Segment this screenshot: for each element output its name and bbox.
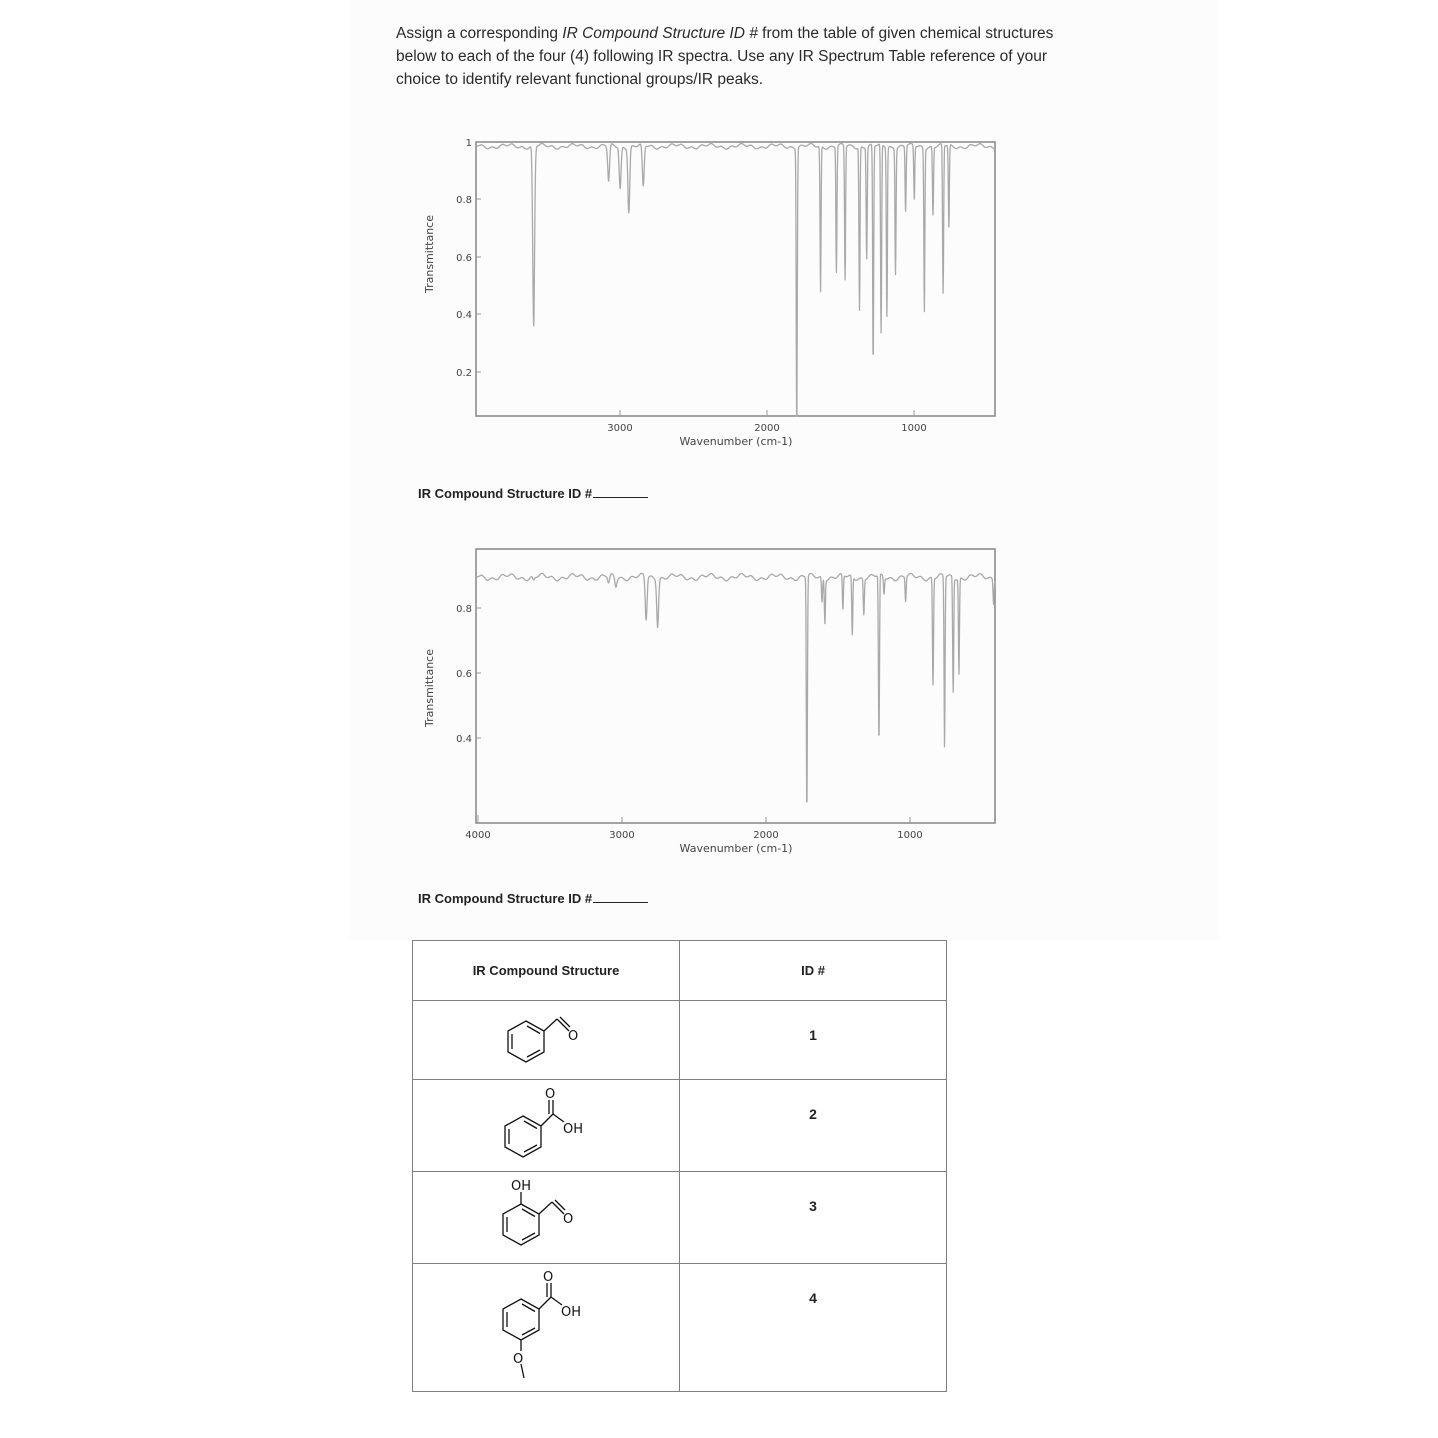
x-tick-label: 1000 [901,423,927,434]
hydroxyl-label: OH [563,1121,584,1137]
y-tick-label: 1 [465,138,472,149]
instructions-emphasis: IR Compound Structure ID # [562,25,758,42]
y-axis-ticks [456,604,481,745]
benzaldehyde-structure [491,1010,601,1070]
table-row [413,1172,947,1264]
x-tick-label: 3000 [607,423,633,434]
salicylaldehyde-structure [491,1178,601,1258]
table-header-row [413,941,947,1001]
x-tick-label: 3000 [609,830,635,841]
column-header-id: ID # [680,941,947,1001]
instructions-text-1: Assign a corresponding [396,25,563,42]
answer-prompt: IR Compound Structure ID # [418,486,593,501]
hydroxyl-label: OH [511,1178,532,1194]
y-tick-label: 0.6 [456,669,472,680]
methoxy-oxygen-label: O [513,1351,524,1367]
answer-blank[interactable] [593,890,648,903]
oxygen-label: O [563,1211,574,1227]
table-row [413,1001,947,1080]
benzoic-acid-structure [491,1086,601,1166]
answer-line-2 [418,890,648,906]
y-tick-label: 0.4 [456,734,472,745]
oxygen-label: O [568,1029,579,1044]
table-row [413,1264,947,1392]
y-tick-label: 0.6 [456,253,472,264]
y-tick-label: 0.4 [456,310,472,321]
y-tick-label: 0.8 [456,195,472,206]
structure-cell [413,1264,680,1392]
oxygen-label: O [545,1086,556,1102]
y-tick-label: 0.8 [456,604,472,615]
x-tick-label: 2000 [753,830,779,841]
answer-prompt: IR Compound Structure ID # [418,891,593,906]
structure-cell [413,1080,680,1172]
id-cell: 2 [680,1080,947,1172]
3-methoxybenzoic-acid-structure [491,1267,601,1389]
spectrum-trace [476,573,995,802]
id-cell: 3 [680,1172,947,1264]
x-tick-label: 1000 [897,830,923,841]
table-row [413,1080,947,1172]
structure-table [412,940,947,1392]
y-axis-label: Transmittance [423,649,436,727]
plot-frame [476,549,995,823]
x-axis-ticks [465,815,922,841]
x-tick-label: 2000 [754,423,780,434]
x-axis-label: Wavenumber (cm-1) [679,842,793,855]
hydroxyl-label: OH [561,1304,582,1320]
column-header-structure: IR Compound Structure [413,941,680,1001]
oxygen-label: O [543,1269,554,1285]
id-cell: 1 [680,1001,947,1080]
id-cell: 4 [680,1264,947,1392]
structure-cell [413,1172,680,1264]
x-axis-label: Wavenumber (cm-1) [679,435,793,448]
instructions-text-2: from the table of given chemical structures below to each of the four (4) following IR spectra. Use any IR Spectrum Table reference of your choice to identify relevant functional groups/IR peaks. [396,25,1054,88]
y-axis-label: Transmittance [423,215,436,293]
x-tick-label: 4000 [465,830,491,841]
y-tick-label: 0.2 [456,368,472,379]
structure-cell [413,1001,680,1080]
